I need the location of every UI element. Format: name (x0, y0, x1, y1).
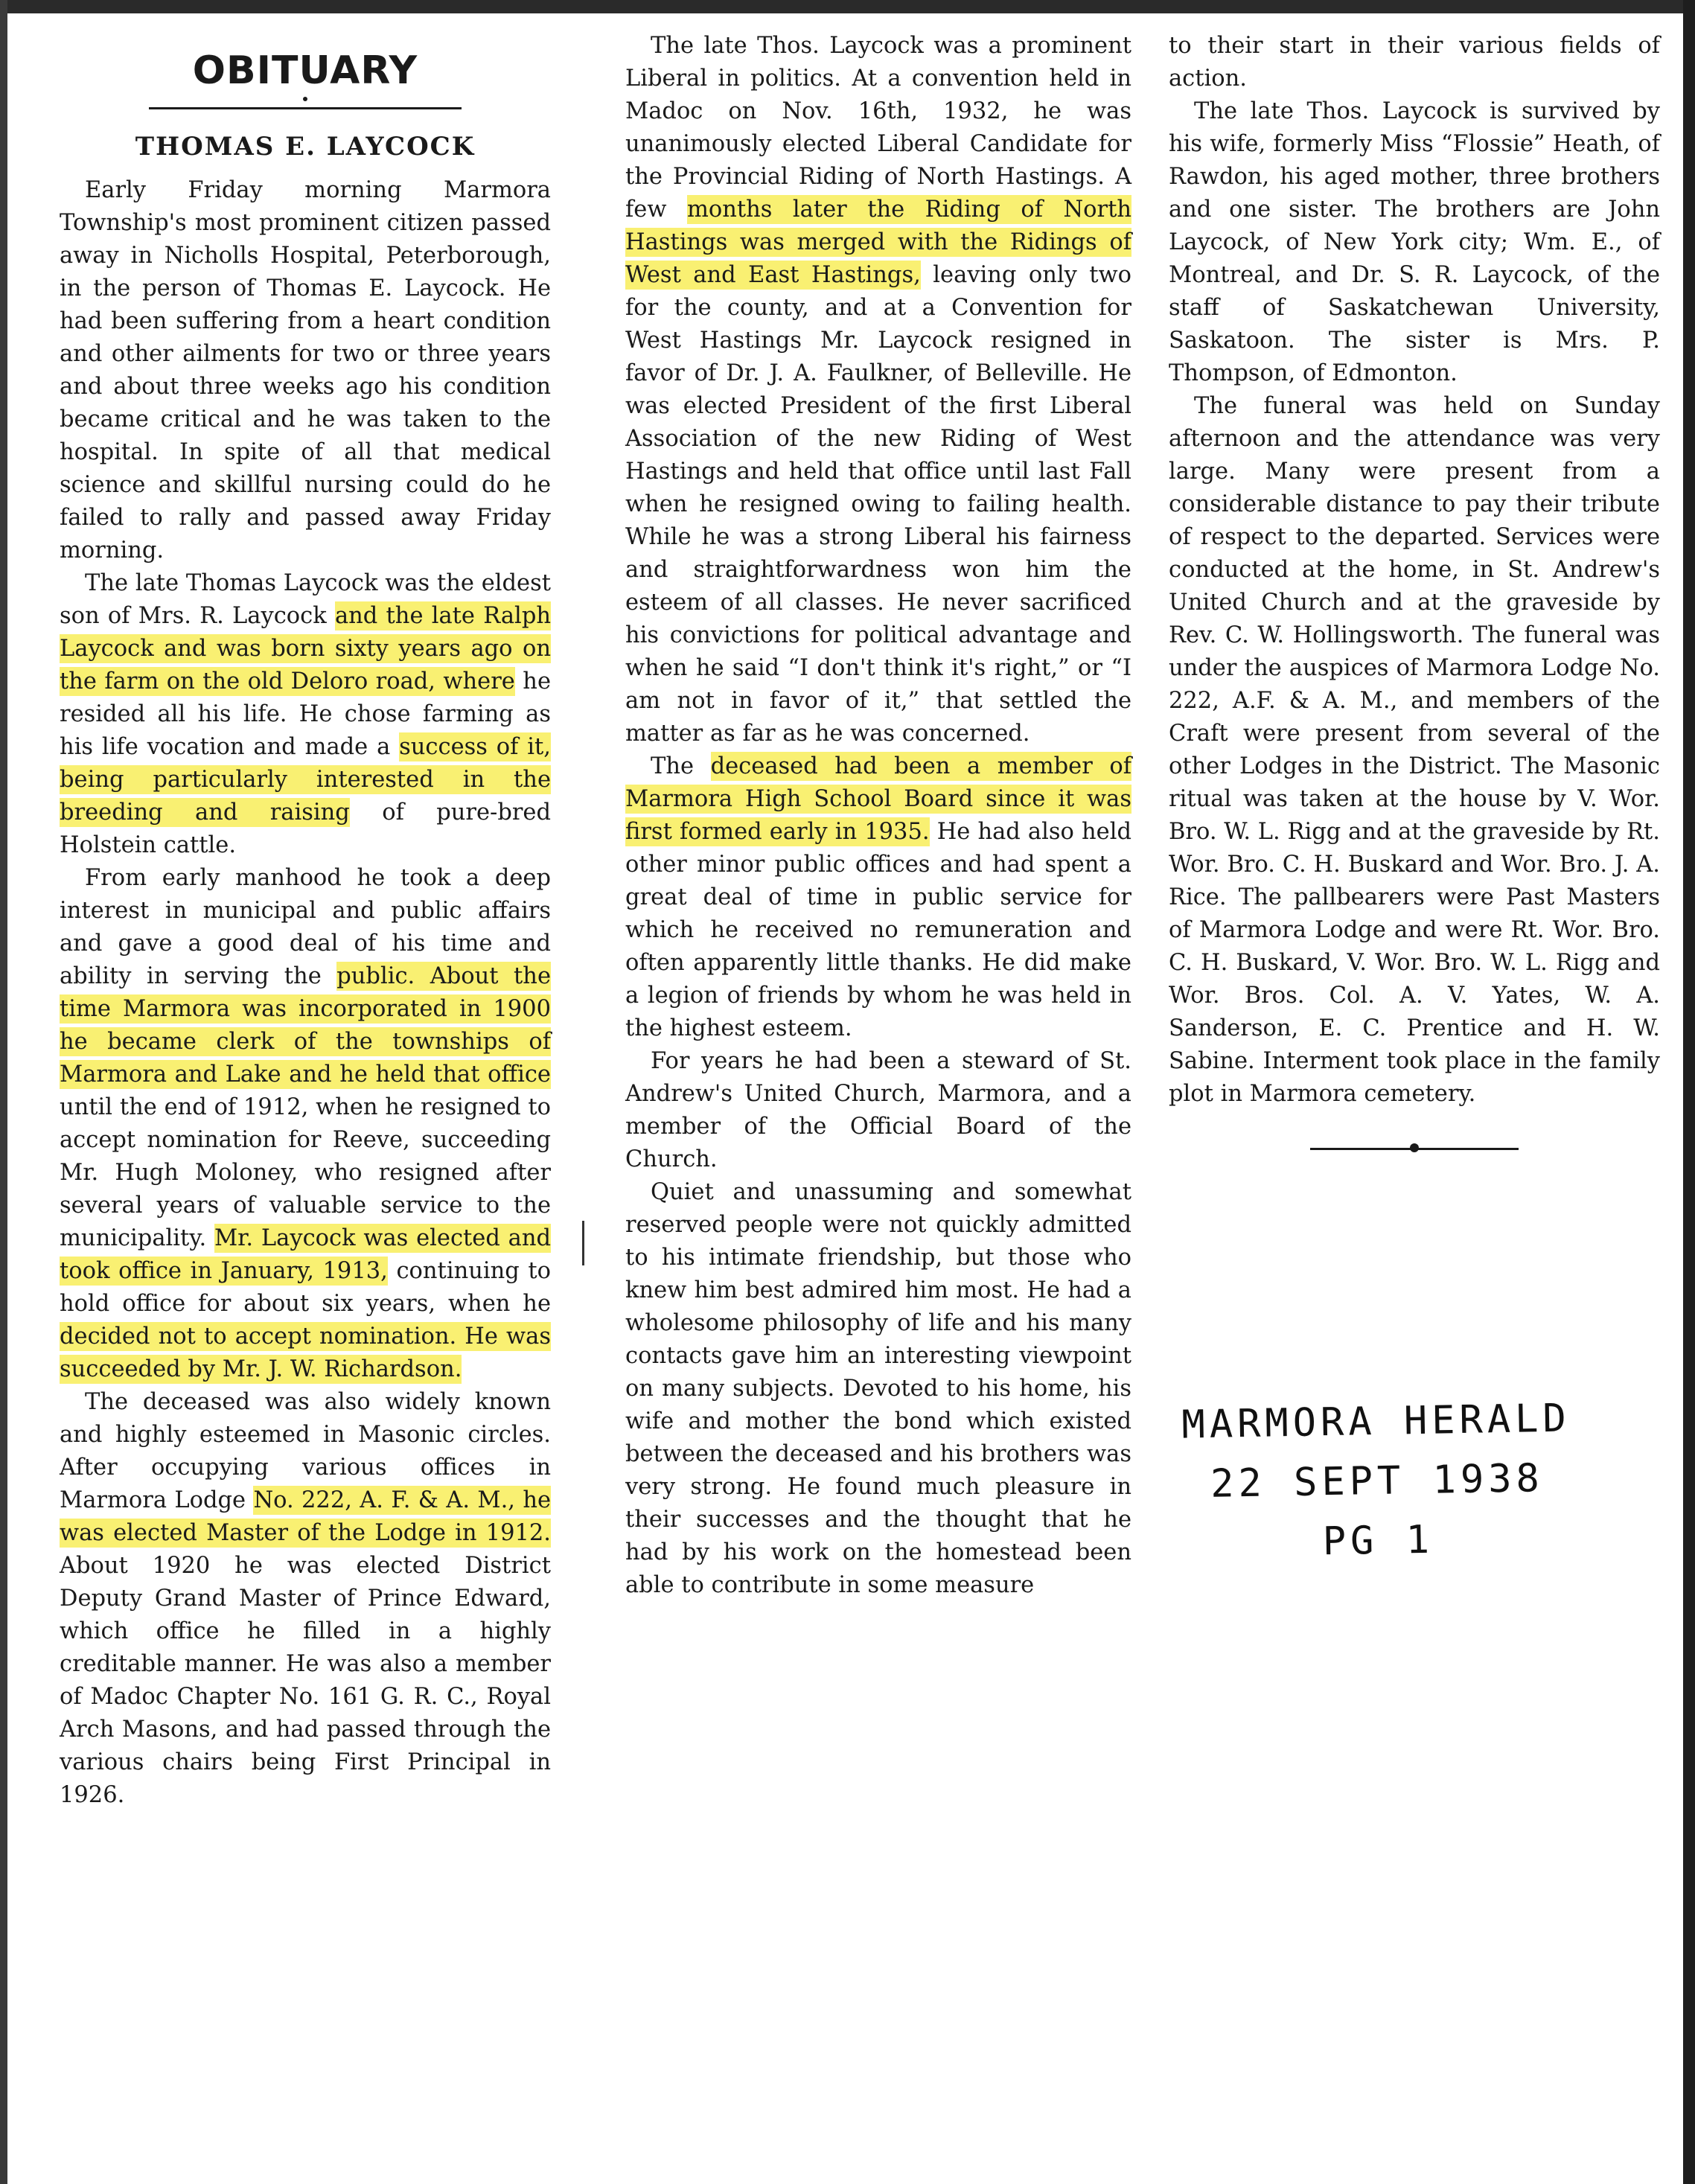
handwritten-line-date: 22 SEPT 1938 (1210, 1456, 1545, 1507)
text-run: leaving only two for the county, and at a Convention for West Hastings Mr. Laycock resigned in favor of Dr. J. A. Faulkner, of Belleville. He was elected President of the first Liberal Association of the new Riding of West Hastings and held that office until last Fall when he resigned owing to failing health. While he was a strong Liberal his fairness and straightforwardness won him the esteem of all classes. He never sacrificed his convictions for political advantage and when he said “I don't think it's right,” or “I am not in favor of it,” that settled the matter as far as he was concerned. (625, 262, 1132, 747)
highlighted-text: success of it, being particularly interested in the breeding and raising (60, 734, 552, 826)
highlighted-text: and the late Ralph Laycock and was born sixty years ago on the farm on the old Deloro road, where (60, 603, 551, 695)
paragraph-funeral: The funeral was held on Sunday afternoon and the attendance was very large. Many were present from a considerable distance to pay their tribute of respect to the departed. Services were conducted at the home, in St. Andrew's United Church and at the graveside by Rev. C. W. Hollingsworth. The funeral was under the auspices of Marmora Lodge No. 222, A.F. & A. M., and members of the Craft were present from several of the other Lodges in the District. The Masonic ritual was taken at the house by V. Wor. Bro. W. L. Rigg and at the graveside by Rt. Wor. Bro. C. H. Buskard and Wor. Bro. J. A. Rice. The pallbearers were Past Masters of Marmora Lodge and were Rt. Wor. Bro. C. H. Buskard, V. Wor. Bro. W. L. Rigg and Wor. Bros. Col. A. V. Yates, W. A. Sanderson, E. C. Prentice and H. W. Sabine. Interment took place in the family plot in Marmora cemetery. (1169, 393, 1660, 1107)
handwritten-line-page: PG 1 (1322, 1517, 1434, 1565)
text-run: The late Thos. Laycock was a prominent Liberal in politics. At a convention held in Madoc on Nov. 16th, 1932, he was unanimously elected Liberal Candidate for the Provincial Riding of North Hastings. A few (625, 33, 1131, 223)
text-run: of pure-bred Holstein cattle. (60, 799, 551, 858)
text-run: The deceased was also widely known and highly esteemed in Masonic circles. After occupying various offices in Marmora Lodge (60, 1389, 551, 1513)
text-run: continuing to hold office for about six years, when he (60, 1258, 551, 1317)
paragraph-death-notice: Early Friday morning Marmora Township's most prominent citizen passed away in Nicholls Hospital, Peterborough, in the person of Thomas E. Laycock. He had been suffering from a heart condition and other ailments for two or three years and about three weeks ago his condition became critical and he was taken to the hospital. In spite of all that medical science and skillful nursing could do he failed to rally and passed away Friday morning. (60, 177, 551, 563)
text-run: He had also held other minor public offices and had spent a great deal of time in public service for which he received no remuneration and often apparently little thanks. He did make a legion of friends by whom he was held in the highest esteem. (625, 819, 1131, 1041)
highlighted-text: deceased had been a member of Marmora High School Board since it was first formed early in 1935. (625, 753, 1131, 845)
obituary-masthead: OBITUARY (192, 48, 418, 93)
highlighted-text: months later the Riding of North Hastings was merged with the Ridings of West and East Hastings, (625, 197, 1131, 288)
handwritten-line-publication: MARMORA HERALD (1181, 1396, 1571, 1448)
column-2 (625, 30, 1131, 1602)
paragraph-character: Quiet and unassuming and somewhat reserved people were not quickly admitted to his intimate friendship, but those who knew him best admired him most. He had a wholesome philosophy of life and his many contacts gave him an interesting viewpoint on many subjects. Devoted to his home, his wife and mother the bond which existed between the deceased and his brothers was very strong. He found much pleasure in their successes and the thought that he had by his work on the homestead been able to contribute in some measure (625, 1179, 1131, 1598)
scan-border-left (0, 0, 7, 2184)
text-run: The (651, 753, 695, 779)
text-run: About 1920 he was elected District Deputy Grand Master of Prince Edward, which office he filled in a highly creditable manner. He was also a member of Madoc Chapter No. 161 G. R. C., Royal Arch Masons, and had passed through the various chairs being First Principal in 1926. (60, 1553, 551, 1808)
text-run: The late Thomas Laycock was the eldest son of Mrs. R. Laycock (60, 570, 551, 629)
paragraph-survivors: The late Thos. Laycock is survived by his wife, formerly Miss “Flossie” Heath, of Rawdon, his aged mother, three brothers and one sister. The brothers are John Laycock, of New York city; Wm. E., of Montreal, and Dr. S. R. Laycock, of the staff of Saskatchewan University, Saskatoon. The sister is Mrs. P. Thompson, of Edmonton. (1169, 98, 1660, 386)
highlighted-text: decided not to accept nomination. He was succeeded by Mr. J. W. Richardson. (60, 1324, 551, 1382)
paragraph-church: For years he had been a steward of St. Andrew's United Church, Marmora, and a member of the Official Board of the Church. (625, 1048, 1131, 1172)
scan-border-right (1683, 0, 1695, 2184)
handwritten-source-note (1167, 1388, 1587, 1574)
text-run: he resided all his life. He chose farming as his life vocation and made a (60, 668, 551, 760)
column-3 (1169, 30, 1660, 1163)
highlighted-text: No. 222, A. F. & A. M., he was elected Master of the Lodge in 1912. (60, 1487, 552, 1546)
newspaper-clipping (45, 30, 1667, 2159)
paragraph-continuation: to their start in their various fields of action. (1169, 33, 1660, 92)
text-run: until the end of 1912, when he resigned to accept nomination for Reeve, succeeding Mr. Hugh Moloney, who resigned after several years of valuable service to the municipality. (60, 1094, 551, 1251)
paragraph-politics (625, 30, 1131, 750)
paragraph-school-board (625, 750, 1131, 1045)
scan-border-top (0, 0, 1695, 13)
deceased-name-heading: THOMAS E. LAYCOCK (135, 132, 476, 162)
column-1 (60, 30, 551, 1812)
text-run: From early manhood he took a deep interest in municipal and public affairs and gave a good deal of his time and ability in serving the (60, 865, 551, 989)
paragraph-masonic (60, 1386, 551, 1812)
paragraph-municipal-service (60, 862, 551, 1386)
masthead-rule (60, 97, 551, 118)
highlighted-text: public. About the time Marmora was incorporated in 1900 he became clerk of the townships of Marmora and Lake and he held that office (60, 963, 551, 1088)
article-end-rule (1169, 1133, 1660, 1163)
column-divider-mark (582, 1221, 584, 1265)
paragraph-family-farm (60, 567, 551, 862)
highlighted-text: Mr. Laycock was elected and took office in January, 1913, (60, 1225, 551, 1284)
